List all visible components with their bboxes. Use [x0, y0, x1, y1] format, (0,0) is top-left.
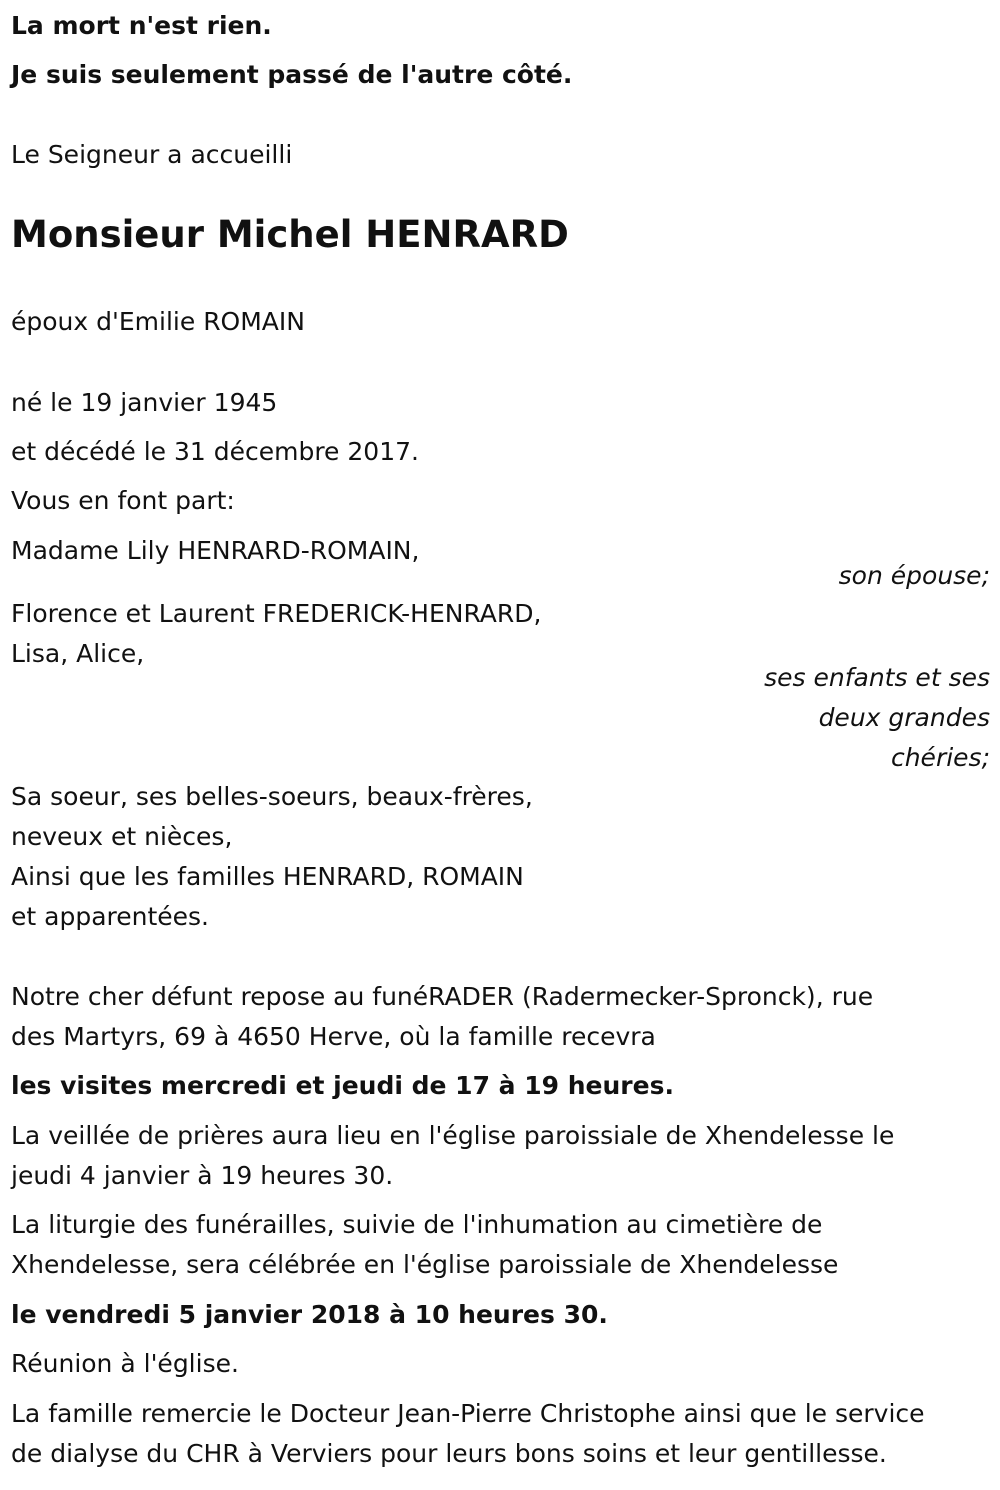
liturgy-line-1: La liturgie des funérailles, suivie de l'inhumation au cimetière de — [11, 1210, 823, 1239]
family-wife: Madame Lily HENRARD-ROMAIN, — [11, 536, 420, 565]
family-children-line-1: Florence et Laurent FREDERICK-HENRARD, — [11, 599, 542, 628]
funeral-date: le vendredi 5 janvier 2018 à 10 heures 30. — [11, 1300, 608, 1329]
quote-line-2: Je suis seulement passé de l'autre côté. — [11, 60, 573, 89]
family-children-role-line-2: deux grandes — [818, 703, 990, 732]
family-others-line-2: neveux et nièces, — [11, 822, 233, 851]
death-date: et décédé le 31 décembre 2017. — [11, 437, 419, 466]
family-children-role-line-3: chéries; — [890, 743, 990, 772]
vigil-line-2: jeudi 4 janvier à 19 heures 30. — [11, 1161, 394, 1190]
thanks-line-1: La famille remercie le Docteur Jean-Pierre Christophe ainsi que le service — [11, 1399, 925, 1428]
vigil-line-1: La veillée de prières aura lieu en l'église paroissiale de Xhendelesse le — [11, 1121, 895, 1150]
family-others-line-1: Sa soeur, ses belles-soeurs, beaux-frères, — [11, 782, 533, 811]
spouse-text: époux d'Emilie ROMAIN — [11, 307, 305, 336]
family-children-line-2: Lisa, Alice, — [11, 639, 145, 668]
meeting-text: Réunion à l'église. — [11, 1349, 239, 1378]
liturgy-line-2: Xhendelesse, sera célébrée en l'église paroissiale de Xhendelesse — [11, 1250, 839, 1279]
announce-text: Vous en font part: — [11, 486, 235, 515]
repose-line-2: des Martyrs, 69 à 4650 Herve, où la famille recevra — [11, 1022, 656, 1051]
family-wife-role: son épouse; — [838, 561, 990, 590]
repose-line-1: Notre cher défunt repose au funéRADER (Radermecker-Spronck), rue — [11, 982, 874, 1011]
visits-text: les visites mercredi et jeudi de 17 à 19 heures. — [11, 1071, 674, 1100]
intro-text: Le Seigneur a accueilli — [11, 140, 293, 169]
deceased-name: Monsieur Michel HENRARD — [11, 213, 569, 256]
family-others-line-4: et apparentées. — [11, 902, 209, 931]
birth-date: né le 19 janvier 1945 — [11, 388, 278, 417]
family-children-role-line-1: ses enfants et ses — [764, 663, 990, 692]
quote-line-1: La mort n'est rien. — [11, 11, 272, 40]
thanks-line-2: de dialyse du CHR à Verviers pour leurs bons soins et leur gentillesse. — [11, 1439, 887, 1468]
family-others-line-3: Ainsi que les familles HENRARD, ROMAIN — [11, 862, 524, 891]
